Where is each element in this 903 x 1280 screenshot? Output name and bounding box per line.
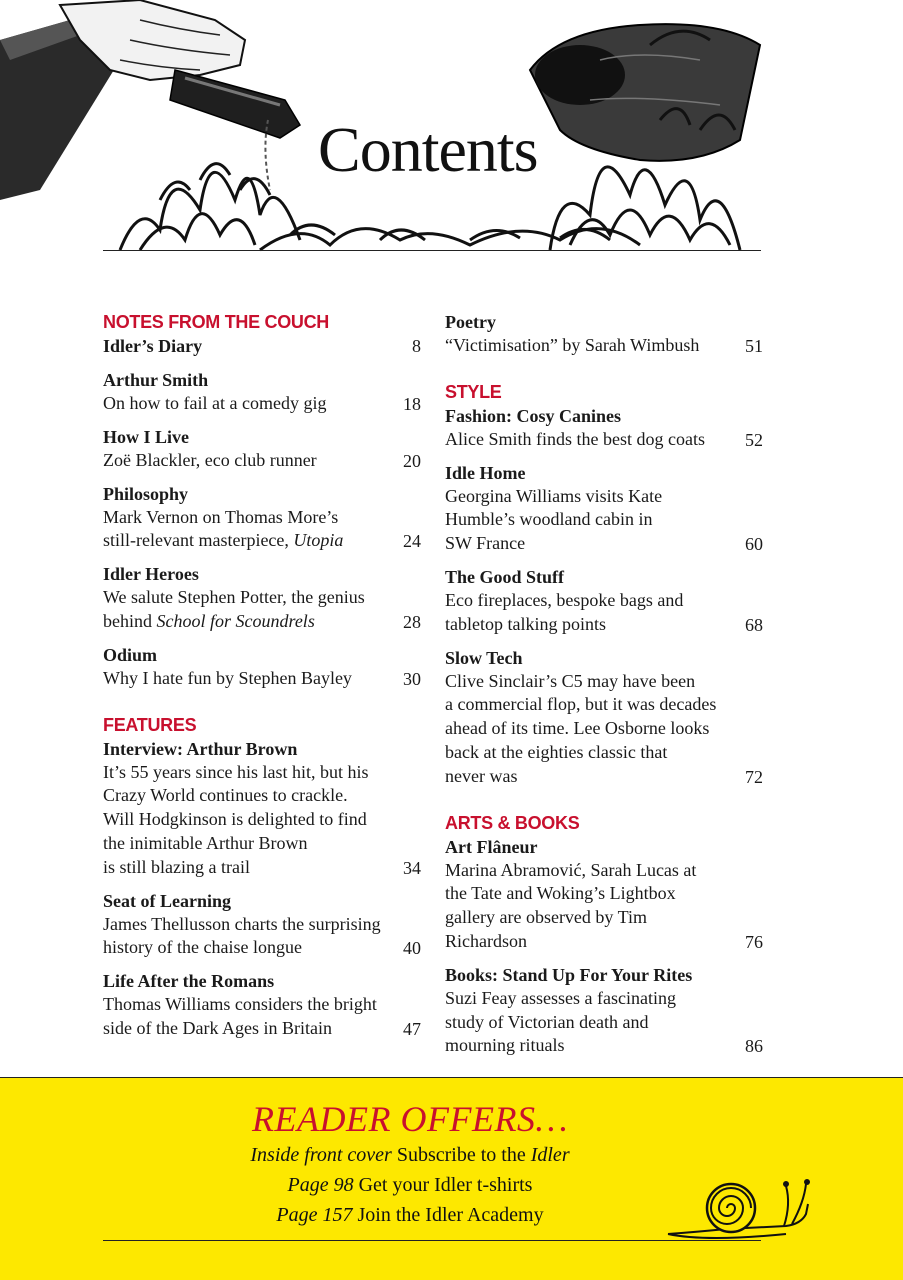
page-number: 52 [745, 429, 763, 450]
offers-title: READER OFFERS… [252, 1099, 568, 1139]
entry-description: Why I hate fun by Stephen Bayley [103, 667, 352, 688]
contents-entry[interactable] [103, 737, 421, 880]
description-line: It’s 55 years since his last hit, but his [103, 761, 369, 782]
cauldron-icon [530, 24, 760, 161]
entry-description [445, 859, 763, 954]
entry-title: Books: Stand Up For Your Rites [445, 964, 693, 985]
entry-description [103, 913, 421, 961]
page-number: 68 [745, 614, 763, 635]
description-line: We salute Stephen Potter, the genius [103, 587, 365, 608]
contents-entry[interactable] [103, 889, 421, 961]
entry-description [445, 987, 763, 1058]
offer-italic-end: Idler [530, 1144, 570, 1166]
entry-description [445, 589, 763, 637]
description-line: Humble’s woodland cabin in [445, 509, 653, 530]
description-line: back at the eighties classic that [445, 741, 668, 762]
description-line: still-relevant masterpiece, [103, 530, 294, 551]
entry-title: Idler’s Diary [103, 336, 203, 356]
offer-line[interactable] [0, 1144, 820, 1167]
description-line: Crazy World continues to crackle. [103, 785, 348, 806]
offers-divider [103, 1240, 761, 1241]
description-line: tabletop talking points [445, 613, 606, 634]
page-number: 76 [745, 931, 763, 952]
contents-entry[interactable] [103, 425, 421, 473]
description-line: mourning rituals [445, 1035, 565, 1056]
offer-text: Subscribe to the [391, 1144, 531, 1166]
section-heading: STYLE [445, 381, 502, 402]
page-number: 47 [403, 1018, 421, 1039]
offer-page-label: Page 98 [287, 1174, 354, 1196]
entry-description [103, 586, 421, 634]
entry-title: The Good Stuff [445, 566, 565, 587]
description-line: Alice Smith finds the best dog coats [445, 428, 705, 449]
description-line: behind [103, 610, 157, 631]
entry-title: Poetry [445, 312, 496, 332]
page-number: 28 [403, 611, 421, 632]
contents-entry[interactable] [445, 461, 763, 556]
page-number: 72 [745, 766, 763, 787]
description-line: Will Hodgkinson is delighted to find [103, 809, 367, 830]
entry-title: Art Flâneur [445, 836, 538, 857]
header-divider [103, 250, 761, 251]
contents-right-column [445, 310, 763, 1058]
description-italic: Utopia [293, 530, 344, 551]
entry-description [445, 485, 763, 556]
description-line: is still blazing a trail [103, 856, 250, 877]
entry-description [103, 993, 421, 1041]
entry-description [103, 506, 421, 554]
page-number: 86 [745, 1036, 763, 1057]
page-number: 40 [403, 938, 421, 959]
contents-entry[interactable] [103, 482, 421, 554]
section-heading: FEATURES [103, 714, 197, 735]
page-number: 8 [412, 336, 421, 356]
contents-entry[interactable] [445, 565, 763, 637]
entry-description [445, 670, 763, 789]
entry-title: How I Live [103, 426, 190, 447]
contents-entry[interactable] [103, 562, 421, 634]
description-line: SW France [445, 533, 526, 554]
entry-description: On how to fail at a comedy gig [103, 393, 327, 413]
contents-entry[interactable] [445, 310, 763, 358]
contents-entry[interactable] [445, 835, 763, 954]
page-number: 30 [403, 668, 421, 689]
description-line: Georgina Williams visits Kate [445, 485, 663, 506]
reader-offers-panel [0, 1077, 903, 1280]
offer-page-label: Page 157 [276, 1204, 353, 1226]
entry-description [445, 428, 763, 452]
entry-title: Interview: Arthur Brown [103, 738, 298, 759]
entry-title: Arthur Smith [103, 370, 209, 390]
description-line: side of the Dark Ages in Britain [103, 1017, 332, 1038]
entry-description [103, 761, 421, 880]
description-line: the Tate and Woking’s Lightbox [445, 883, 676, 904]
description-line: James Thellusson charts the surprising [103, 913, 381, 934]
description-line: Clive Sinclair’s C5 may have been [445, 670, 696, 691]
description-line: ahead of its time. Lee Osborne looks [445, 718, 710, 739]
page-title: Contents [318, 114, 538, 185]
entry-title: Idler Heroes [103, 564, 199, 585]
section-heading: NOTES FROM THE COUCH [103, 312, 329, 332]
entry-description: “Victimisation” by Sarah Wimbush [445, 335, 700, 355]
hand-pouring-bottle-icon [0, 0, 300, 200]
description-line: Marina Abramović, Sarah Lucas at [445, 859, 697, 880]
entry-description: Zoë Blackler, eco club runner [103, 449, 317, 470]
entry-title: Life After the Romans [103, 971, 275, 992]
entry-title: Idle Home [445, 462, 526, 483]
page-number: 60 [745, 533, 763, 554]
description-line: a commercial flop, but it was decades [445, 694, 717, 715]
description-line: Eco fireplaces, bespoke bags and [445, 589, 684, 610]
description-line: never was [445, 765, 518, 786]
contents-entry[interactable] [103, 643, 421, 691]
description-line: gallery are observed by Tim [445, 907, 647, 928]
offer-text: Join the Idler Academy [352, 1204, 544, 1226]
entry-title: Fashion: Cosy Canines [445, 405, 622, 426]
contents-left-column [103, 310, 421, 1041]
contents-entry[interactable] [445, 646, 763, 789]
contents-entry[interactable] [103, 368, 421, 416]
description-italic: School for Scoundrels [156, 610, 315, 631]
page-number: 18 [403, 393, 421, 414]
description-line: Richardson [445, 930, 527, 951]
page-number: 34 [403, 857, 421, 878]
contents-entry[interactable] [103, 969, 421, 1041]
description-line: Suzi Feay assesses a fascinating [445, 987, 676, 1008]
page-number: 20 [403, 450, 421, 471]
contents-entry[interactable] [445, 404, 763, 452]
entry-title: Seat of Learning [103, 890, 231, 911]
page-number: 24 [403, 531, 421, 552]
entry-title: Philosophy [103, 483, 189, 504]
entry-title: Odium [103, 644, 158, 665]
entry-title: Slow Tech [445, 647, 523, 668]
snail-icon [666, 1174, 816, 1246]
description-line: the inimitable Arthur Brown [103, 832, 308, 853]
contents-entry[interactable] [445, 963, 763, 1058]
description-line: Mark Vernon on Thomas More’s [103, 506, 339, 527]
section-heading: ARTS & BOOKS [445, 812, 580, 833]
offer-text: Get your Idler t-shirts [353, 1174, 533, 1196]
description-line: study of Victorian death and [445, 1011, 649, 1032]
offer-page-label: Inside front cover [250, 1144, 392, 1166]
description-line: Thomas Williams considers the bright [103, 994, 377, 1015]
description-line: history of the chaise longue [103, 937, 302, 958]
contents-entry[interactable] [103, 334, 421, 358]
page-number: 51 [745, 335, 763, 356]
